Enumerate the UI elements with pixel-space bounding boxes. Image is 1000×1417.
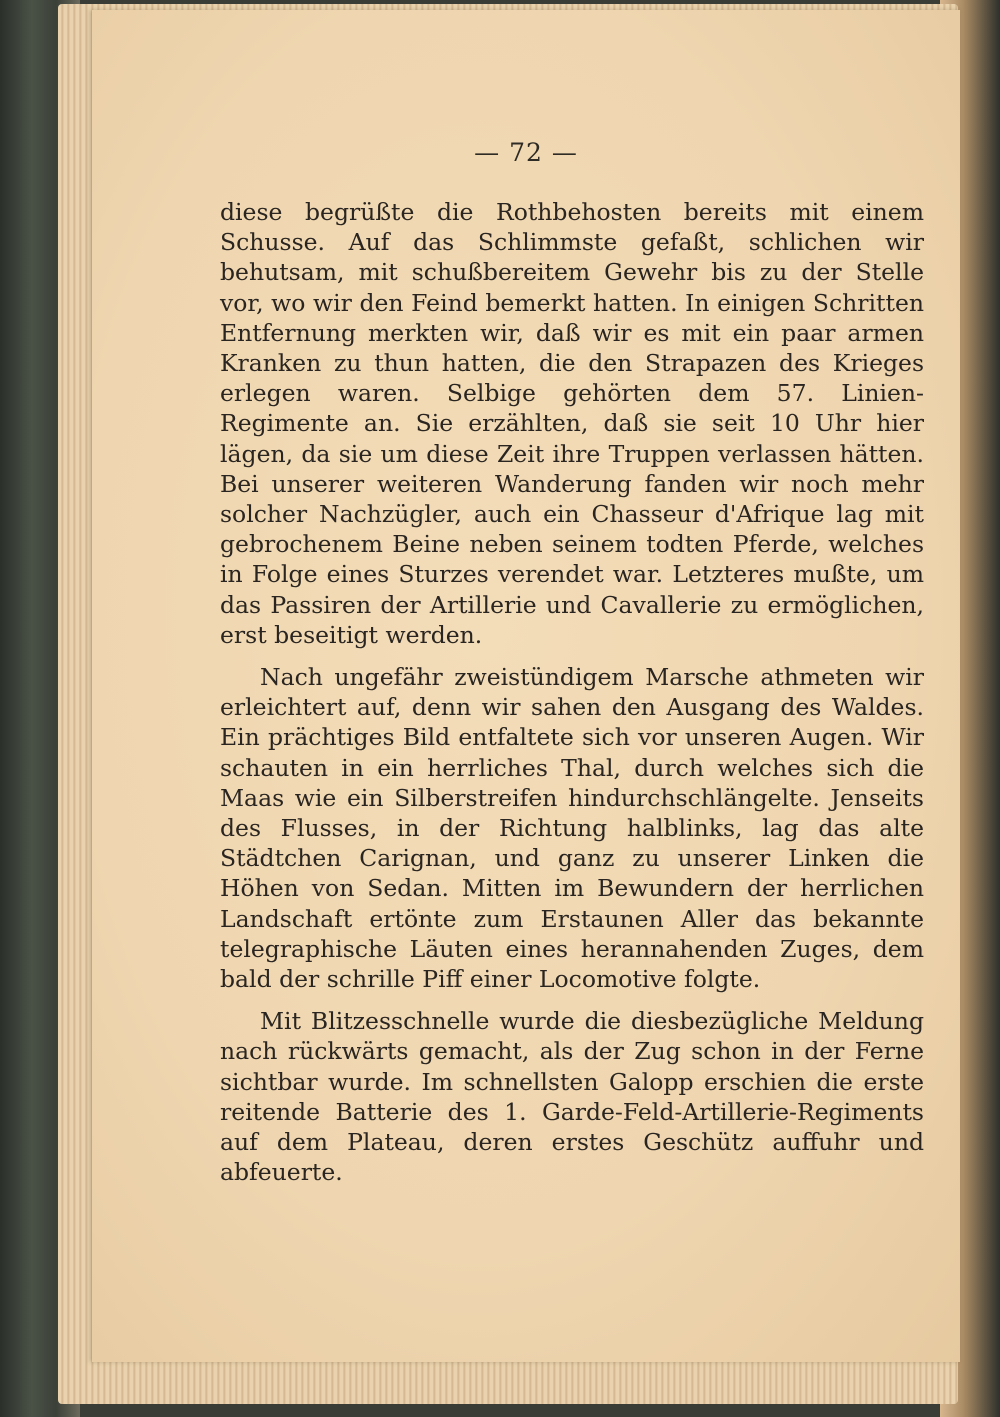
page-number: — 72 — [474,138,578,167]
paragraph: diese begrüßte die Rothbehosten bereits mit einem Schusse. Auf das Schlimmste gefaßt, schlichen wir behutsam, mit schußbereitem Gewehr bis zu der Stelle vor, wo wir den Feind bemerkt hatten. In einigen Schritten Entfernung merkten wir, daß wir es mit ein paar armen Kranken zu thun hatten, die den Strapazen des Krieges erlegen waren. Selbige gehörten dem 57. Linien-Regimente an. Sie erzählten, daß sie seit 10 Uhr hier lägen, da sie um diese Zeit ihre Truppen verlassen hätten. Bei unserer weiteren Wanderung fanden wir noch mehr solcher Nachzügler, auch ein Chasseur d'Afrique lag mit gebrochenem Beine neben seinem todten Pferde, welches in Folge eines Sturzes verendet war. Letzteres mußte, um das Passiren der Artillerie und Cavallerie zu ermöglichen, erst beseitigt werden. [220,198,924,649]
paragraph: Mit Blitzesschnelle wurde die diesbezügliche Meldung nach rückwärts gemacht, als der Zug schon in der Ferne sichtbar wurde. Im schnellsten Galopp erschien die erste reitende Batterie des 1. Garde-Feld-Artillerie-Regiments auf dem Plateau, deren erstes Geschütz auffuhr und abfeuerte. [220,1007,924,1187]
book-page [92,10,960,1362]
body-text [220,197,924,1188]
paragraph: Nach ungefähr zweistündigem Marsche athmeten wir erleichtert auf, denn wir sahen den Ausgang des Waldes. Ein prächtiges Bild entfaltete sich vor unseren Augen. Wir schauten in ein herrliches Thal, durch welches sich die Maas wie ein Silberstreifen hindurchschlängelte. Jenseits des Flusses, in der Richtung halblinks, lag das alte Städtchen Carignan, und ganz zu unserer Linken die Höhen von Sedan. Mitten im Bewundern der herrlichen Landschaft ertönte zum Erstaunen Aller das bekannte telegraphische Läuten eines herannahenden Zuges, dem bald der schrille Piff einer Locomotive folgte. [220,663,924,994]
